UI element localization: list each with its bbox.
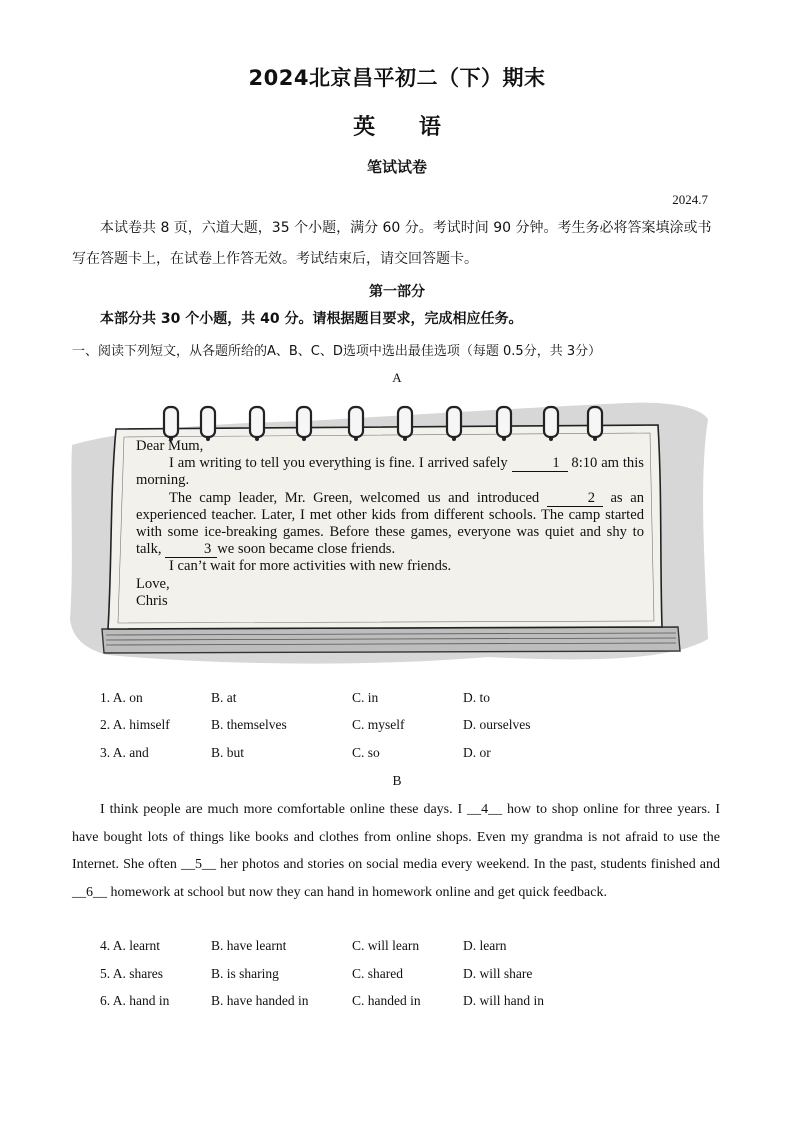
letter-text-segment: I am writing to tell you everything is fine. I arrived safely: [169, 455, 508, 472]
passage-b-label: B: [392, 773, 402, 788]
letter-text-segment: The camp leader, Mr. Green, welcomed us and introduced: [169, 489, 540, 506]
letter-greeting: Dear Mum,: [136, 438, 204, 454]
option-b: B. is sharing: [211, 966, 279, 981]
option-c: C. in: [352, 690, 379, 705]
option-d: D. learn: [463, 938, 507, 953]
passage-a-label: A: [392, 370, 402, 385]
option-c: C. myself: [352, 717, 405, 732]
option-b: B. at: [211, 690, 237, 705]
passage-b-text: I think people are much more comfortable online these days. I __4__ how to shop online for three years. I have bought lots of things like books and clothes from online shops. Even my grandma is not afraid to use the Internet. She often __5__ her photos and stories on social media every weekend. In the past, students finished and __6__ homework at school but now they can hand in homework online and get quick feedback.: [72, 802, 720, 900]
section-one-heading: 一、阅读下列短文，从各题所给的A、B、C、D选项中选出最佳选项（每题 0.5分，共 3分）: [72, 344, 602, 359]
option-d: D. will share: [463, 966, 533, 981]
letter-paragraph-3: I can’t wait for more activities with new friends.: [169, 558, 452, 575]
exam-instructions: 本试卷共 8 页，六道大题，35 个小题，满分 60 分。考试时间 90 分钟。考生务必将答案填涂或书写在答题卡上，在试卷上作答无效。考试结束后，请交回答题卡。: [72, 220, 712, 267]
option-a: 3. A. and: [100, 745, 149, 760]
letter-text-segment: we soon became close friends.: [217, 541, 396, 558]
exam-date: 2024.7: [672, 192, 708, 207]
option-c: C. shared: [352, 966, 403, 981]
option-b: B. have learnt: [211, 938, 287, 953]
option-d: D. or: [463, 745, 491, 760]
paper-type-heading: 笔试试卷: [366, 158, 427, 176]
blank-3: 3: [165, 542, 217, 558]
letter-paragraph-1: [136, 455, 644, 489]
letter-text-segment: as an experienced teacher. Later, I met other kids from different schools. The camp started with some ice-breaking games. Before these games, everyone was quiet and shy to talk,: [136, 489, 644, 558]
question-6-options: [100, 993, 740, 1011]
option-b: B. themselves: [211, 717, 287, 732]
option-b: B. have handed in: [211, 993, 309, 1008]
option-a: 1. A. on: [100, 690, 143, 705]
blank-1: 1: [512, 456, 568, 472]
letter-signature: Chris: [136, 592, 168, 609]
subject-heading: 英 语: [353, 115, 441, 140]
option-c: C. will learn: [352, 938, 420, 953]
letter-text: [136, 438, 644, 610]
option-d: D. ourselves: [463, 717, 531, 732]
option-d: D. will hand in: [463, 993, 544, 1008]
exam-title: 2024北京昌平初二（下）期末: [248, 66, 546, 90]
letter-text-segment: 8:10 am this morning.: [136, 455, 644, 489]
part-one-description: 本部分共 30 个小题，共 40 分。请根据题目要求，完成相应任务。: [100, 311, 523, 327]
option-b: B. but: [211, 745, 245, 760]
letter-closing: Love,: [136, 575, 170, 592]
letter-paragraph-2: [136, 490, 644, 559]
option-d: D. to: [463, 690, 490, 705]
option-a: 2. A. himself: [100, 717, 170, 732]
part-one-heading: 第一部分: [369, 284, 425, 300]
question-2-options: [100, 717, 740, 735]
question-4-options: [100, 938, 740, 956]
option-a: 5. A. shares: [100, 966, 163, 981]
blank-2: 2: [547, 491, 603, 507]
question-3-options: [100, 745, 740, 763]
option-c: C. so: [352, 745, 380, 760]
question-5-options: [100, 966, 740, 984]
option-c: C. handed in: [352, 993, 421, 1008]
question-1-options: [100, 690, 740, 708]
option-a: 6. A. hand in: [100, 993, 170, 1008]
option-a: 4. A. learnt: [100, 938, 160, 953]
